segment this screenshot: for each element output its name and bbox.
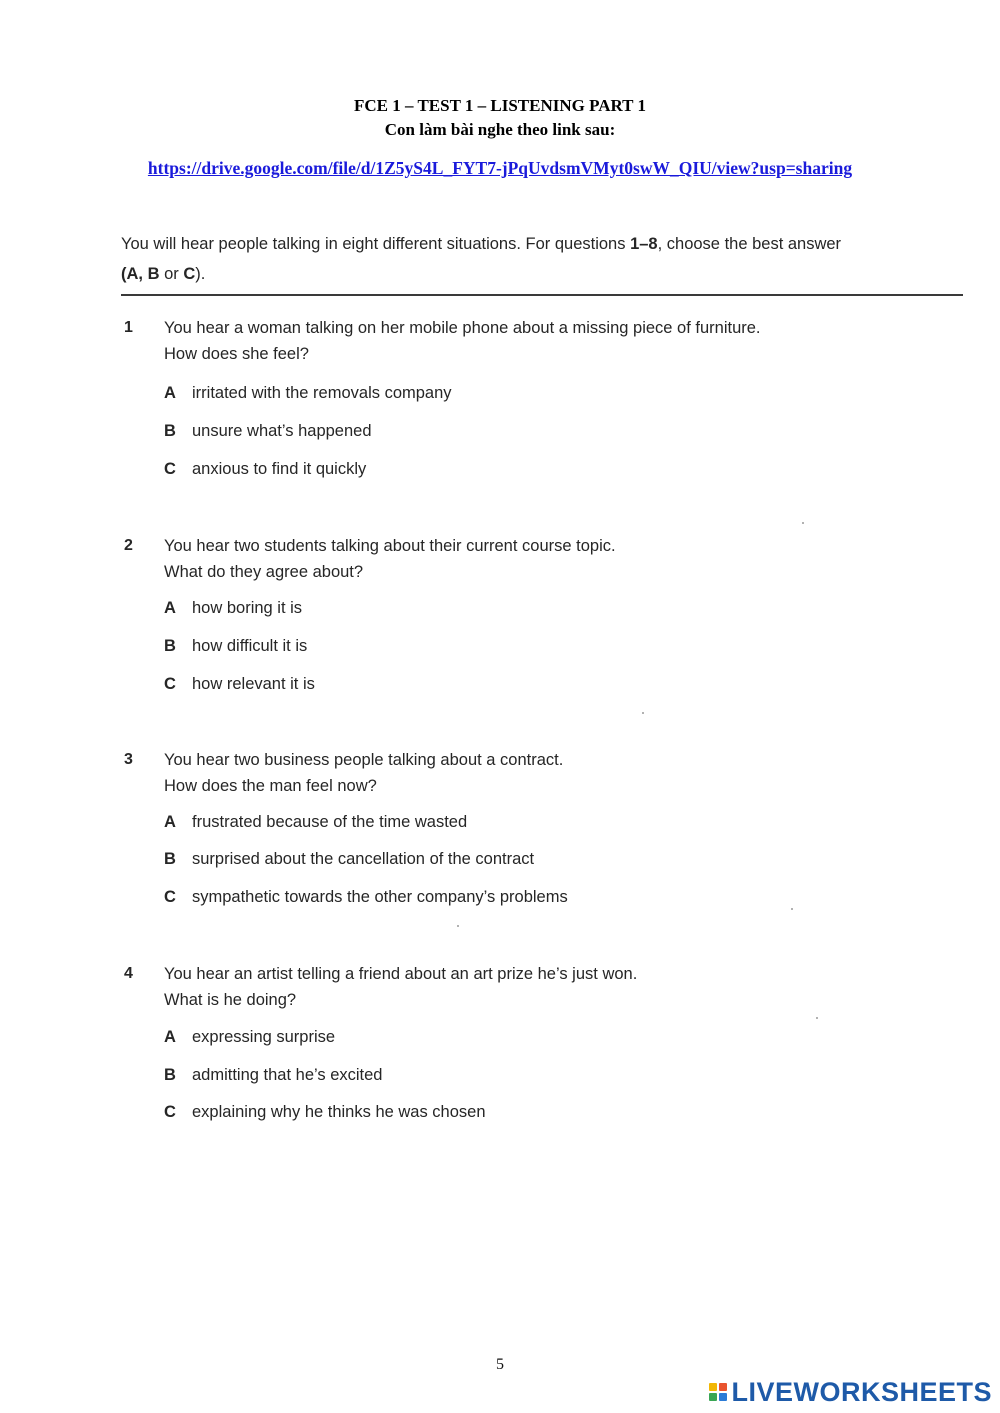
scan-speck <box>816 1017 818 1019</box>
instructions-line-2: (A, B or C). <box>121 265 206 283</box>
liveworksheets-icon <box>709 1383 727 1401</box>
document-subtitle: Con làm bài nghe theo link sau: <box>384 120 616 139</box>
logo-square-icon <box>709 1393 717 1401</box>
option-c[interactable]: C how relevant it is <box>164 675 315 693</box>
option-a[interactable]: A how boring it is <box>164 599 303 617</box>
option-c[interactable]: C explaining why he thinks he was chosen <box>164 1103 486 1121</box>
logo-square-icon <box>719 1393 727 1401</box>
question-number: 3 <box>124 751 133 768</box>
question-number: 4 <box>124 965 133 982</box>
option-a[interactable]: A frustrated because of the time wasted <box>164 813 468 831</box>
logo-square-icon <box>719 1383 727 1391</box>
audio-link[interactable]: https://drive.google.com/file/d/1Z5yS4L_FYT7-jPqUvdsmVMyt0swW_QIU/view?usp=sharing <box>147 158 853 178</box>
document-title: FCE 1 – TEST 1 – LISTENING PART 1 <box>354 96 646 115</box>
divider-rule <box>121 294 963 296</box>
scan-speck <box>791 908 793 910</box>
option-b[interactable]: B admitting that he’s excited <box>164 1066 383 1084</box>
question-stem: You hear an artist telling a friend about an art prize he’s just won. What is he doing? <box>164 965 638 1009</box>
option-a[interactable]: A expressing surprise <box>164 1028 336 1046</box>
scan-speck <box>802 522 804 524</box>
option-c[interactable]: C anxious to find it quickly <box>164 460 367 478</box>
question-stem: You hear two students talking about their current course topic. What do they agree about? <box>164 537 616 581</box>
instructions-line-1: You will hear people talking in eight different situations. For questions 1–8, choose the best answer <box>121 235 842 253</box>
question-number: 1 <box>124 319 133 336</box>
option-b[interactable]: B surprised about the cancellation of the contract <box>164 850 535 868</box>
page-number: 5 <box>496 1356 504 1373</box>
option-b[interactable]: B how difficult it is <box>164 637 308 655</box>
question-number: 2 <box>124 537 133 554</box>
question-stem: You hear a woman talking on her mobile phone about a missing piece of furniture. How does she feel? <box>164 319 761 363</box>
option-a[interactable]: A irritated with the removals company <box>164 384 452 402</box>
liveworksheets-wordmark: LIVEWORKSHEETS <box>731 1376 992 1407</box>
question-stem: You hear two business people talking about a contract. How does the man feel now? <box>164 751 564 795</box>
liveworksheets-logo[interactable] <box>709 1376 992 1408</box>
option-c[interactable]: C sympathetic towards the other company’s problems <box>164 888 568 906</box>
document-header <box>0 94 1000 142</box>
scan-speck <box>642 712 644 714</box>
scan-speck <box>457 925 459 927</box>
option-b[interactable]: B unsure what’s happened <box>164 422 372 440</box>
instructions <box>121 229 971 289</box>
logo-square-icon <box>709 1383 717 1391</box>
